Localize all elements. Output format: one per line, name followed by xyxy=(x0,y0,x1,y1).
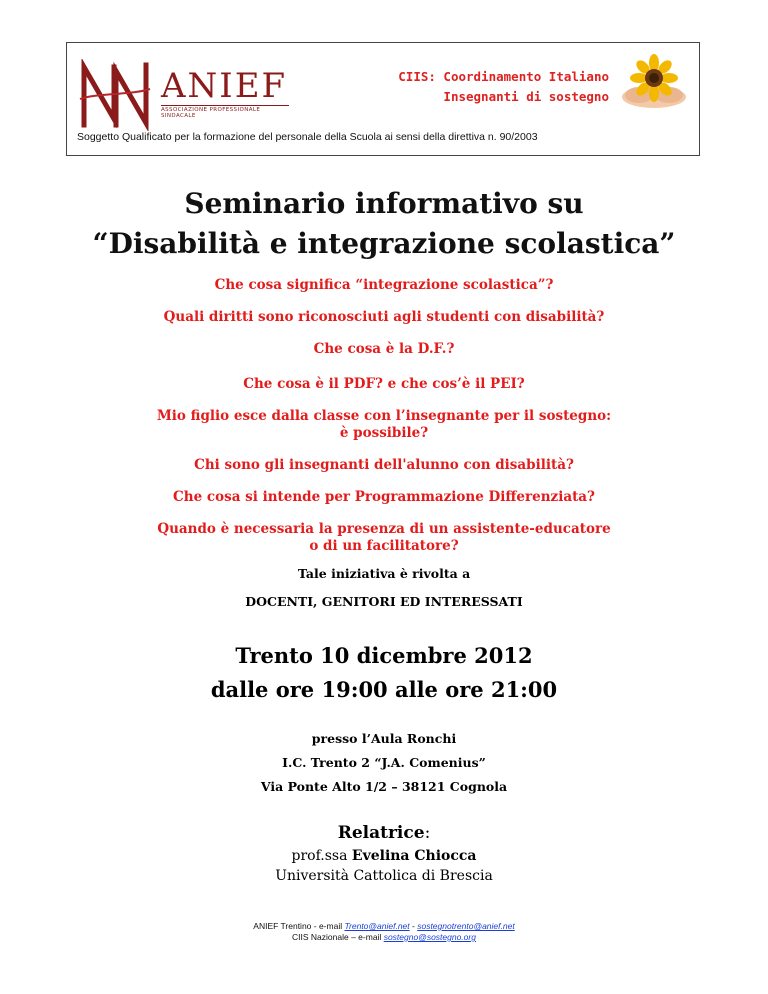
footer-line-1: ANIEF Trentino - e-mail Trento@anief.net - sostegnotrento@anief.net xyxy=(253,921,515,931)
speaker-label: Relatrice: xyxy=(337,823,431,843)
email-link-sostegnotrento[interactable]: sostegnotrento@anief.net xyxy=(417,921,515,931)
sunflower-hands-icon xyxy=(619,53,689,109)
email-link-trento[interactable]: Trento@anief.net xyxy=(344,921,410,931)
question-item: Che cosa è la D.F.? xyxy=(313,341,455,357)
venue-line-3: Via Ponte Alto 1/2 – 38121 Cognola xyxy=(260,779,508,794)
question-list xyxy=(0,277,768,570)
speaker-name: Evelina Chiocca xyxy=(351,848,477,864)
anief-logo-text: ANIEF xyxy=(161,66,288,106)
header-box xyxy=(66,42,700,156)
question-item: Quali diritti sono riconosciuti agli studenti con disabilità? xyxy=(163,309,605,325)
question-item: Che cosa si intende per Programmazione Differenziata? xyxy=(173,489,595,505)
speaker-title: prof.ssa xyxy=(291,848,348,864)
email-link-ciis[interactable]: sostegno@sostegno.org xyxy=(383,932,476,942)
question-item: Mio figlio esce dalla classe con l’insegnante per il sostegno: è possibile? xyxy=(156,408,612,441)
audience-target: DOCENTI, GENITORI ED INTERESSATI xyxy=(245,594,523,609)
nn-logo-icon xyxy=(76,59,154,131)
ciis-heading xyxy=(398,67,609,107)
ciis-line-2: Insegnanti di sostegno xyxy=(443,89,609,104)
event-time: dalle ore 19:00 alle ore 21:00 xyxy=(210,677,558,702)
footer-line-2: CIIS Nazionale – e-mail sostegno@sostegno.org xyxy=(292,932,476,942)
title-line-2: “Disabilità e integrazione scolastica” xyxy=(92,227,676,260)
question-item: Che cosa è il PDF? e che cos’è il PEI? xyxy=(243,376,525,392)
audience-intro: Tale iniziativa è rivolta a xyxy=(297,566,471,581)
speaker-name-line xyxy=(0,848,768,864)
anief-logo xyxy=(161,66,289,119)
footer-contacts xyxy=(0,921,768,943)
ciis-line-1: CIIS: Coordinamento Italiano xyxy=(398,69,609,84)
question-item: Chi sono gli insegnanti dell'alunno con disabilità? xyxy=(194,457,574,473)
anief-logo-subtext: ASSOCIAZIONE PROFESSIONALE SINDACALE xyxy=(161,105,289,119)
venue-line-1: presso l’Aula Ronchi xyxy=(311,731,457,746)
title-line-1: Seminario informativo su xyxy=(184,187,584,220)
question-item: Che cosa significa “integrazione scolastica”? xyxy=(214,277,554,293)
speaker-affiliation: Università Cattolica di Brescia xyxy=(275,868,493,884)
venue-line-2: I.C. Trento 2 “J.A. Comenius” xyxy=(282,755,486,770)
qualification-note: Soggetto Qualificato per la formazione del personale della Scuola ai sensi della direttiva n. 90/2003 xyxy=(77,131,538,143)
event-date: Trento 10 dicembre 2012 xyxy=(235,643,533,668)
question-item: Quando è necessaria la presenza di un assistente-educatore o di un facilitatore? xyxy=(157,521,611,554)
